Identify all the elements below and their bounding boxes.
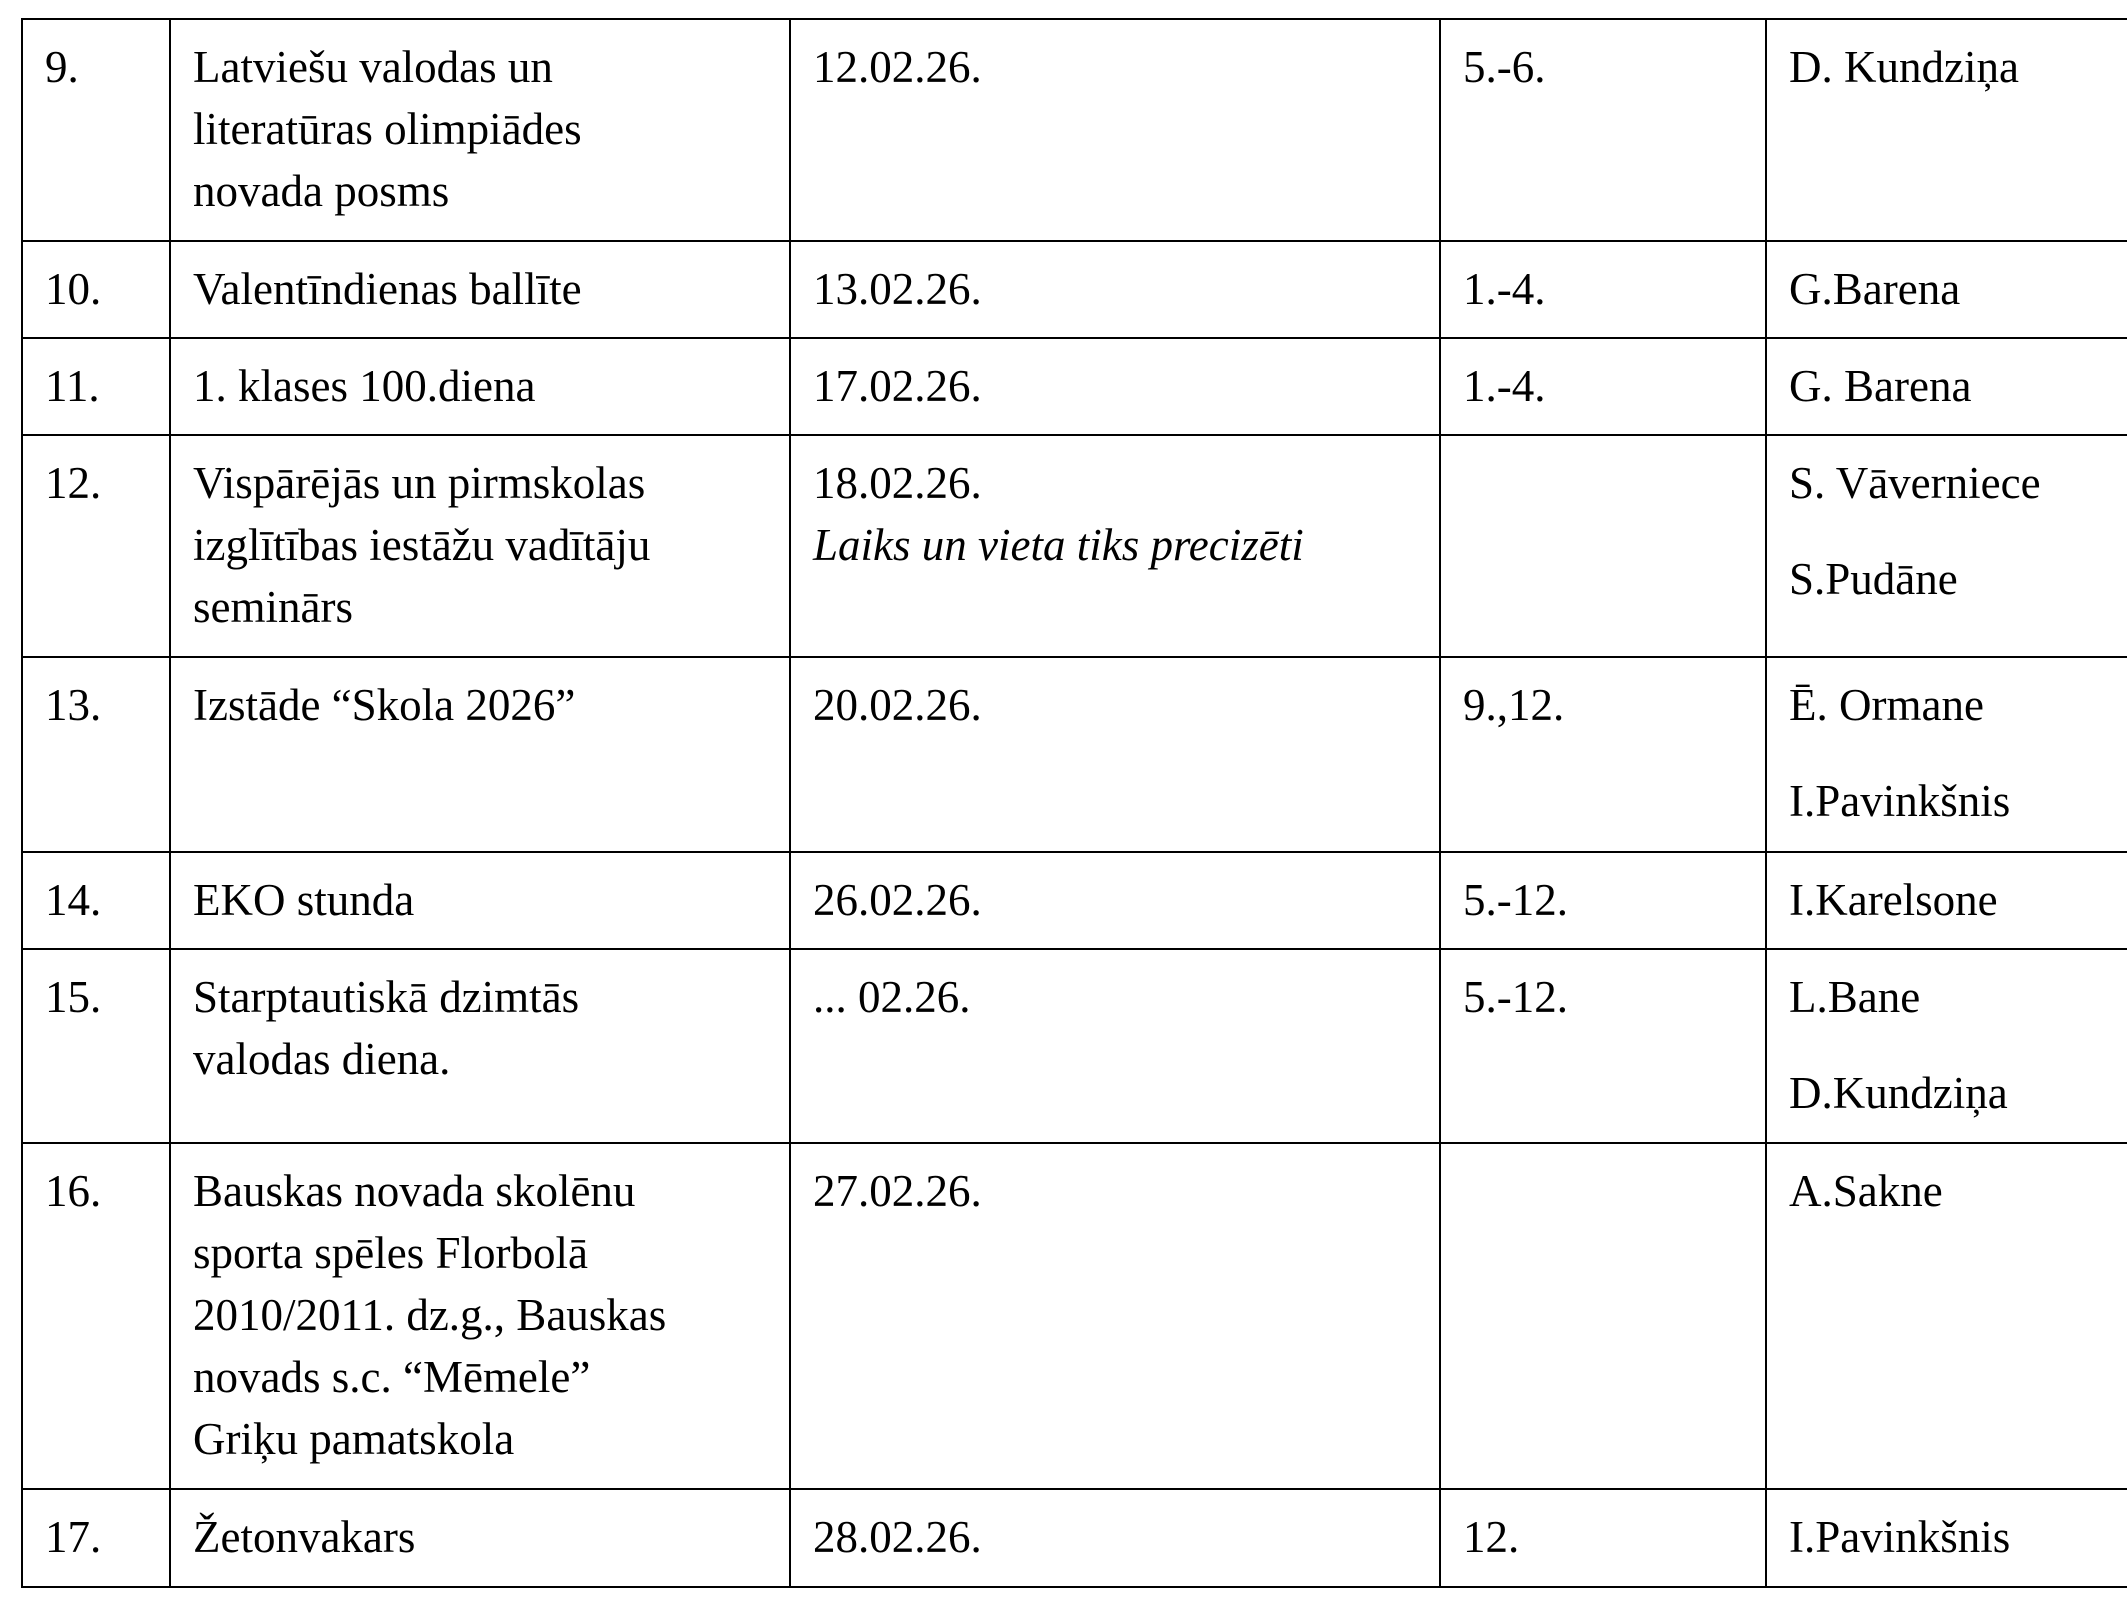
responsible-cell: [1766, 657, 2127, 852]
event-date: 20.02.26.: [813, 680, 982, 730]
event-name-cell: [170, 852, 790, 949]
grades-value: 12.: [1463, 1512, 1520, 1562]
row-number: 16.: [45, 1166, 102, 1216]
grades-value: 1.-4.: [1463, 361, 1546, 411]
row-number: 13.: [45, 680, 102, 730]
event-date: 18.02.26.: [813, 458, 982, 508]
responsible-person: I.Pavinkšnis: [1789, 1512, 2011, 1562]
grades-cell: [1440, 852, 1766, 949]
events-table: [21, 18, 2127, 1588]
event-name-cell: [170, 435, 790, 657]
grades-cell: [1440, 657, 1766, 852]
grades-cell: [1440, 338, 1766, 435]
responsible-cell: [1766, 435, 2127, 657]
event-name-line: Griķu pamatskola: [193, 1414, 515, 1464]
event-date: 12.02.26.: [813, 42, 982, 92]
event-name-cell: [170, 338, 790, 435]
event-name-cell: [170, 1143, 790, 1489]
event-name-line: Žetonvakars: [193, 1512, 416, 1562]
row-number-cell: [22, 657, 170, 852]
grades-value: 9.,12.: [1463, 680, 1565, 730]
event-name-line: Bauskas novada skolēnu: [193, 1166, 636, 1216]
event-name-cell: [170, 949, 790, 1143]
event-date: 27.02.26.: [813, 1166, 982, 1216]
event-name-line: 1. klases 100.diena: [193, 361, 536, 411]
date-note: Laiks un vieta tiks precizēti: [813, 520, 1304, 570]
event-name-line: Izstāde “Skola 2026”: [193, 680, 576, 730]
responsible-person: S.Pudāne: [1789, 554, 1958, 604]
table-row: [22, 949, 2127, 1143]
grades-value: 5.-6.: [1463, 42, 1546, 92]
row-number: 11.: [45, 361, 100, 411]
table-row: [22, 435, 2127, 657]
responsible-cell: [1766, 19, 2127, 241]
responsible-person: G. Barena: [1789, 361, 1972, 411]
event-name-line: novada posms: [193, 166, 450, 216]
event-name-line: sporta spēles Florbolā: [193, 1228, 588, 1278]
event-name-cell: [170, 241, 790, 338]
event-name-cell: [170, 1489, 790, 1587]
responsible-person: I.Karelsone: [1789, 875, 1998, 925]
table-row: [22, 1489, 2127, 1587]
event-name-line: literatūras olimpiādes: [193, 104, 582, 154]
grades-cell: [1440, 949, 1766, 1143]
event-name-line: seminārs: [193, 582, 353, 632]
date-cell: [790, 19, 1440, 241]
row-number-cell: [22, 241, 170, 338]
events-table-body: [22, 19, 2127, 1587]
event-name-cell: [170, 657, 790, 852]
row-number-cell: [22, 435, 170, 657]
responsible-person: Ē. Ormane: [1789, 680, 1984, 730]
date-cell: [790, 657, 1440, 852]
row-number-cell: [22, 852, 170, 949]
row-number-cell: [22, 338, 170, 435]
row-number: 14.: [45, 875, 102, 925]
event-date: 28.02.26.: [813, 1512, 982, 1562]
table-row: [22, 657, 2127, 852]
responsible-person: D.Kundziņa: [1789, 1068, 2008, 1118]
grades-cell: [1440, 19, 1766, 241]
date-cell: [790, 852, 1440, 949]
row-number: 12.: [45, 458, 102, 508]
responsible-cell: [1766, 1489, 2127, 1587]
responsible-person: L.Bane: [1789, 972, 1921, 1022]
date-cell: [790, 435, 1440, 657]
responsible-cell: [1766, 949, 2127, 1143]
responsible-person: S. Vāverniece: [1789, 458, 2041, 508]
grades-cell: [1440, 241, 1766, 338]
event-date: 17.02.26.: [813, 361, 982, 411]
row-number: 9.: [45, 42, 79, 92]
row-number-cell: [22, 1489, 170, 1587]
table-row: [22, 1143, 2127, 1489]
responsible-person: D. Kundziņa: [1789, 42, 2019, 92]
event-name-line: Starptautiskā dzimtās: [193, 972, 580, 1022]
responsible-cell: [1766, 852, 2127, 949]
row-number-cell: [22, 949, 170, 1143]
event-name-line: Latviešu valodas un: [193, 42, 553, 92]
responsible-cell: [1766, 1143, 2127, 1489]
responsible-person: I.Pavinkšnis: [1789, 776, 2011, 826]
event-name-line: Vispārējās un pirmskolas: [193, 458, 646, 508]
table-row: [22, 338, 2127, 435]
row-number: 17.: [45, 1512, 102, 1562]
responsible-cell: [1766, 338, 2127, 435]
table-row: [22, 19, 2127, 241]
date-cell: [790, 241, 1440, 338]
date-cell: [790, 1489, 1440, 1587]
event-name-line: novads s.c. “Mēmele”: [193, 1352, 591, 1402]
grades-value: 5.-12.: [1463, 972, 1568, 1022]
grades-value: 1.-4.: [1463, 264, 1546, 314]
grades-cell: [1440, 1489, 1766, 1587]
row-number: 10.: [45, 264, 102, 314]
grades-cell: [1440, 435, 1766, 657]
event-date: 13.02.26.: [813, 264, 982, 314]
row-number-cell: [22, 19, 170, 241]
date-cell: [790, 1143, 1440, 1489]
responsible-person: G.Barena: [1789, 264, 1961, 314]
grades-value: 5.-12.: [1463, 875, 1568, 925]
date-cell: [790, 949, 1440, 1143]
table-row: [22, 241, 2127, 338]
event-name-line: EKO stunda: [193, 875, 415, 925]
date-cell: [790, 338, 1440, 435]
event-date: 26.02.26.: [813, 875, 982, 925]
event-name-line: valodas diena.: [193, 1034, 451, 1084]
event-name-line: Valentīndienas ballīte: [193, 264, 582, 314]
event-name-cell: [170, 19, 790, 241]
responsible-cell: [1766, 241, 2127, 338]
table-row: [22, 852, 2127, 949]
row-number: 15.: [45, 972, 102, 1022]
row-number-cell: [22, 1143, 170, 1489]
event-name-line: 2010/2011. dz.g., Bauskas: [193, 1290, 667, 1340]
grades-cell: [1440, 1143, 1766, 1489]
event-date: ... 02.26.: [813, 972, 971, 1022]
event-name-line: izglītības iestāžu vadītāju: [193, 520, 651, 570]
responsible-person: A.Sakne: [1789, 1166, 1943, 1216]
